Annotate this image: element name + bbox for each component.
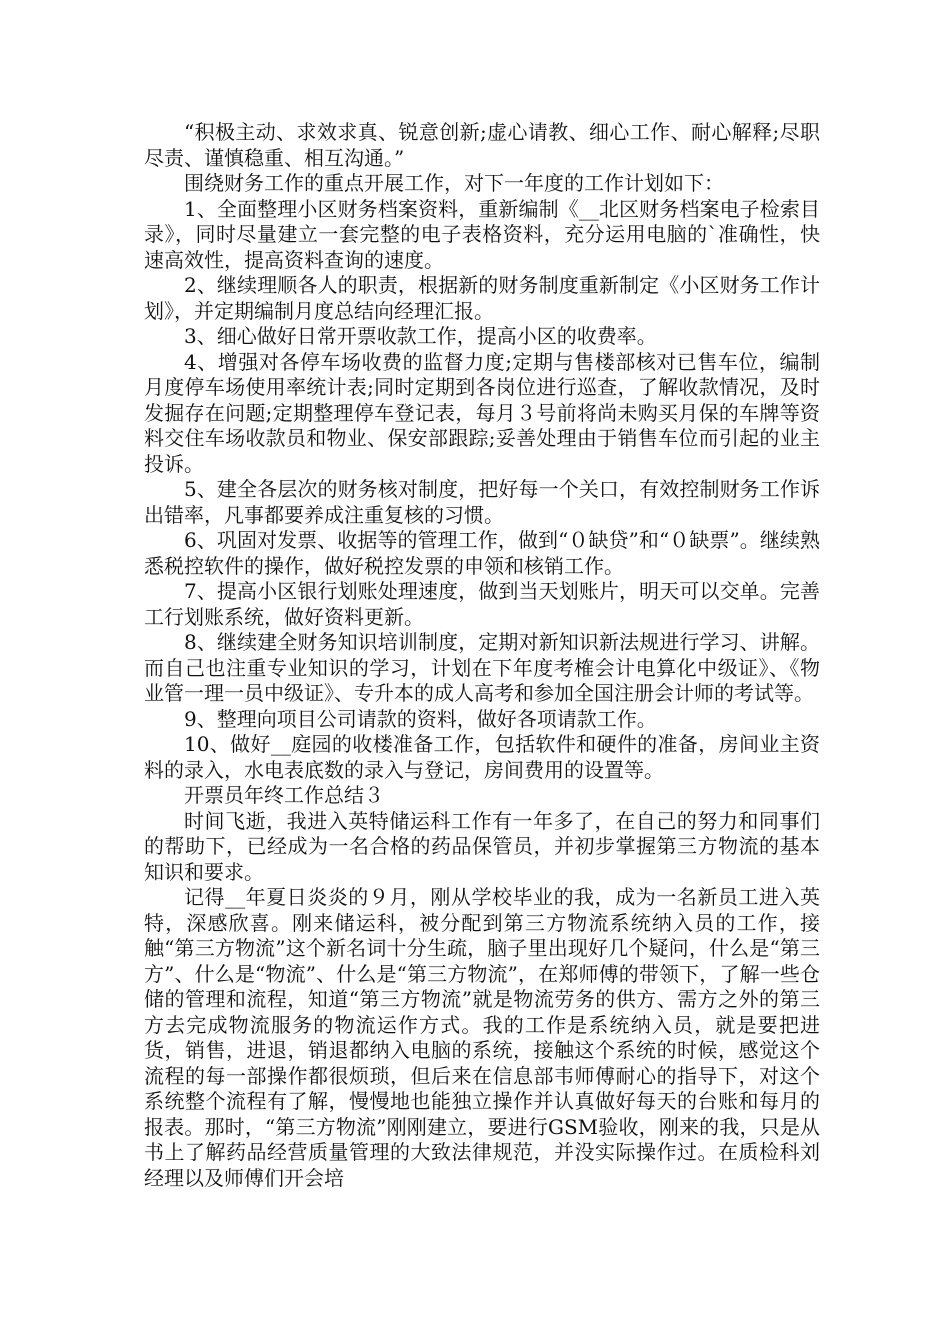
paragraph-plan-item-8: 8、继续建全财务知识培训制度，定期对新知识新法规进行学习、讲解。而自己也注重专业知识的学习，计划在下年度考榷会计电算化中级证》、《物业管一理一员中级证》、专升本的成人高考和参加全国注册会计师的考试等。 bbox=[144, 630, 820, 705]
paragraph-plan-item-5: 5、建全各层次的财务核对制度，把好每一个关口，有效控制财务工作诉出错率，凡事都要养成注重复核的习惯。 bbox=[144, 477, 820, 527]
paragraph-plan-item-6: 6、巩固对发票、收据等的管理工作，做到“０缺贷”和“０缺票”。继续熟悉税控软件的操作，做好税控发票的申领和核销工作。 bbox=[144, 528, 820, 578]
section-heading: 开票员年终工作总结３ bbox=[184, 783, 384, 807]
paragraph-plan-item-7: 7、提高小区银行划账处理速度，做到当天划账片，明天可以交单。完善工行划账系统，做好资料更新。 bbox=[144, 579, 820, 629]
paragraph-plan-item-10: 10、做好__庭园的收楼准备工作，包括软件和硬件的准备，房间业主资料的录入，水电表底数的录入与登记，房间费用的设置等。 bbox=[144, 732, 820, 782]
paragraph-plan-item-1: 1、全面整理小区财务档案资料，重新编制《__北区财务档案电子检索目录》，同时尽量建立一套完整的电子表格资料，充分运用电脑的`准确性，快速高效性，提高资料查询的速度。 bbox=[144, 196, 820, 272]
paragraph-summary-body: 记得__年夏日炎炎的９月，刚从学校毕业的我，成为一名新员工进入英特，深感欣喜。刚来储运科，被分配到第三方物流系统纳入员的工作，接触“第三方物流”这个新名词十分生疏，脑子里出现好几个疑问，什么是“第三方”、什么是“物流”、什么是“第三方物流”，在郑师傅的带领下，了解一些仓储的管理和流程，知道“第三方物流”就是物流劳务的供方、需方之外的第三方去完成物流服务的物流运作方式。我的工作是系统纳入员，就是要把进货，销售，进退，销退都纳入电脑的系统，接触这个系统的时候，感觉这个流程的每一部操作都很烦琐，但后来在信息部韦师傅耐心的指导下，对这个系统整个流程有了解，慢慢地也能独立操作并认真做好每天的台账和每月的报表。那时，“第三方物流”刚刚建立，要进行GSM验收，刚来的我，只是从书上了解药品经营质量管理的大致法律规范，并没实际操作过。在质检科刘经理以及师傅们开会培 bbox=[144, 885, 820, 1190]
paragraph-plan-item-3: 3、细心做好日常开票收款工作，提高小区的收费率。 bbox=[184, 324, 657, 348]
paragraph-plan-item-9: 9、整理向项目公司请款的资料，做好各项请款工作。 bbox=[184, 706, 657, 731]
paragraph-motto: “积极主动、求效求真、锐意创新;虚心请教、细心工作、耐心解释;尽职尽责、谨慎稳重、相互沟通。” bbox=[144, 120, 820, 170]
paragraph-summary-intro: 时间飞逝，我进入英特储运科工作有一年多了，在自己的努力和同事们的帮助下，已经成为一名合格的药品保管员，并初步掌握第三方物流的基本知识和要求。 bbox=[144, 808, 820, 884]
paragraph-plan-intro: 围绕财务工作的重点开展工作，对下一年度的工作计划如下： bbox=[184, 171, 724, 195]
paragraph-plan-item-2: 2、继续理顺各人的职责，根据新的财务制度重新制定《小区财务工作计划》，并定期编制月度总结向经理汇报。 bbox=[144, 273, 820, 323]
paragraph-plan-item-4: 4、增强对各停车场收费的监督力度;定期与售楼部核对已售车位，编制月度停车场使用率统计表;同时定期到各岗位进行巡查，了解收款情况，及时发掘存在问题;定期整理停车登记表，每月３号前将尚未购买月保的车牌等资料交住车场收款员和物业、保安部跟踪;妥善处理由于销售车位而引起的业主投诉。 bbox=[144, 349, 820, 476]
